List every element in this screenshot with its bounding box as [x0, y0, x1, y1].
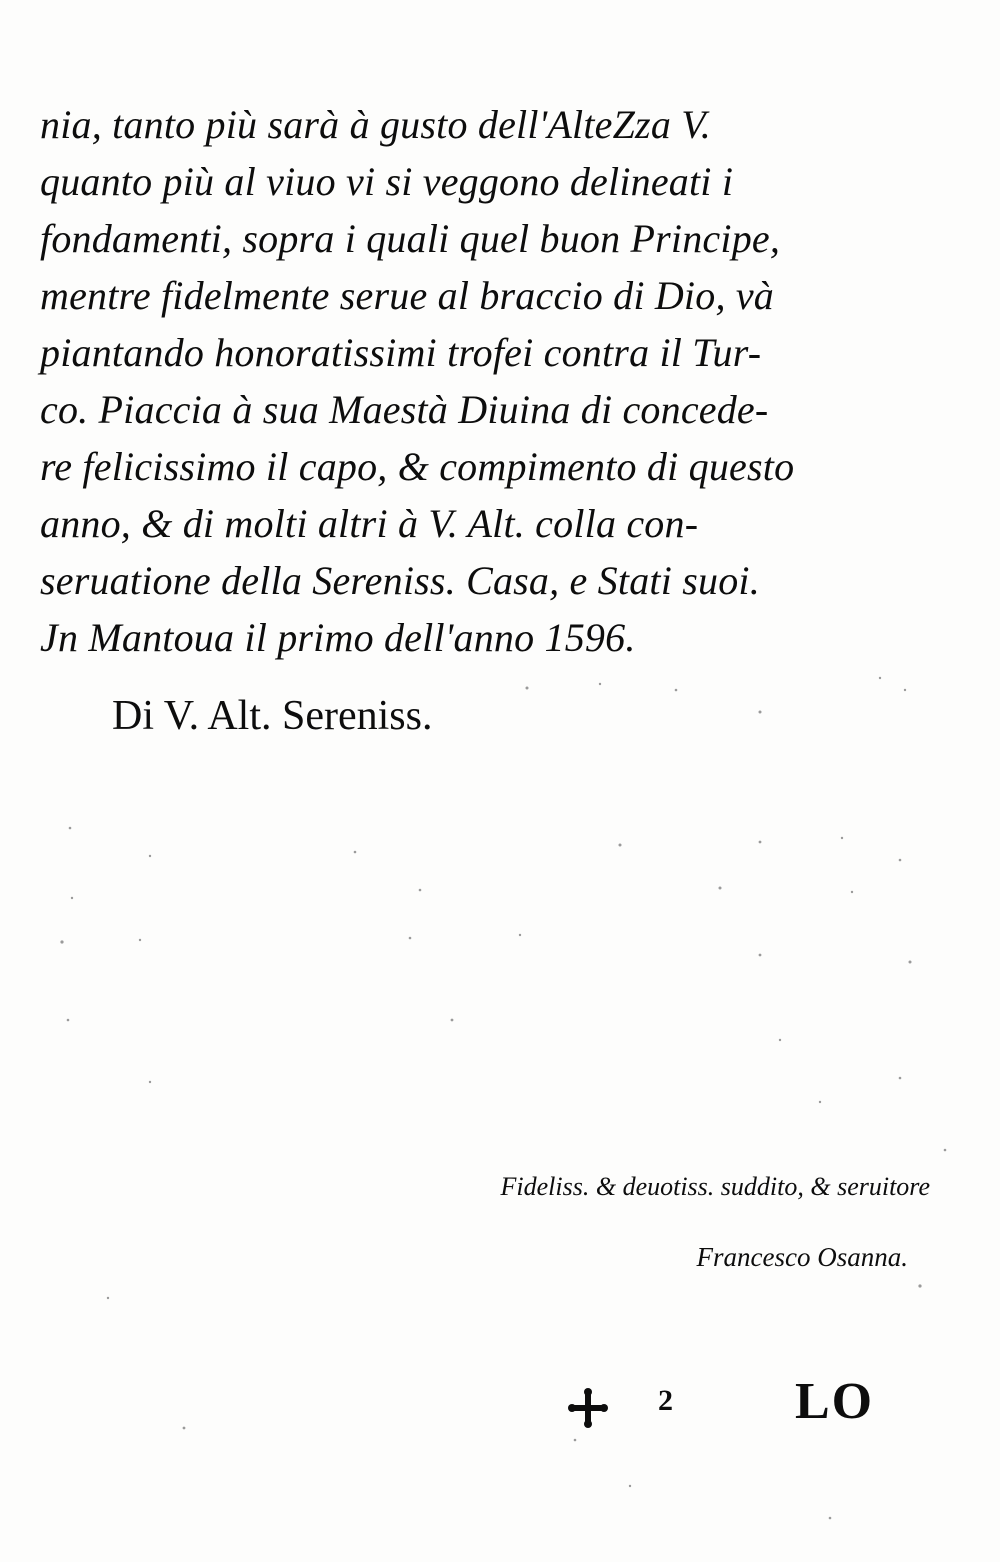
text-line: nia, tanto più sarà à gusto dell'AlteZza V. — [40, 102, 711, 147]
text-line: fondamenti, sopra i quali quel buon Principe, — [40, 216, 781, 261]
signer-name: Francesco Osanna. — [696, 1242, 908, 1272]
text-line: seruatione della Sereniss. Casa, e Stati suoi. — [40, 558, 760, 603]
text-line: co. Piaccia à sua Maestà Diuina di concede- — [40, 387, 769, 432]
text-line: quanto più al viuo vi si veggono delineati i — [40, 159, 734, 204]
page-number: 2 — [658, 1384, 673, 1417]
signature-closing: Fideliss. & deuotiss. suddito, & seruitore — [500, 1172, 930, 1201]
text-line: Jn Mantoua il primo dell'anno 1596. — [40, 615, 636, 660]
page-footer — [0, 1372, 1000, 1442]
text-line: mentre fidelmente serue al braccio di Dio, và — [40, 273, 774, 318]
text-line: anno, & di molti altri à V. Alt. colla con- — [40, 501, 699, 546]
letter-body — [40, 96, 940, 666]
text-line: piantando honoratissimi trofei contra il Tur- — [40, 330, 762, 375]
catchword: LO — [795, 1373, 875, 1430]
salutation: Di V. Alt. Sereniss. — [112, 693, 433, 739]
text-line: re felicissimo il capo, & compimento di questo — [40, 444, 795, 489]
cross-icon — [566, 1386, 610, 1430]
